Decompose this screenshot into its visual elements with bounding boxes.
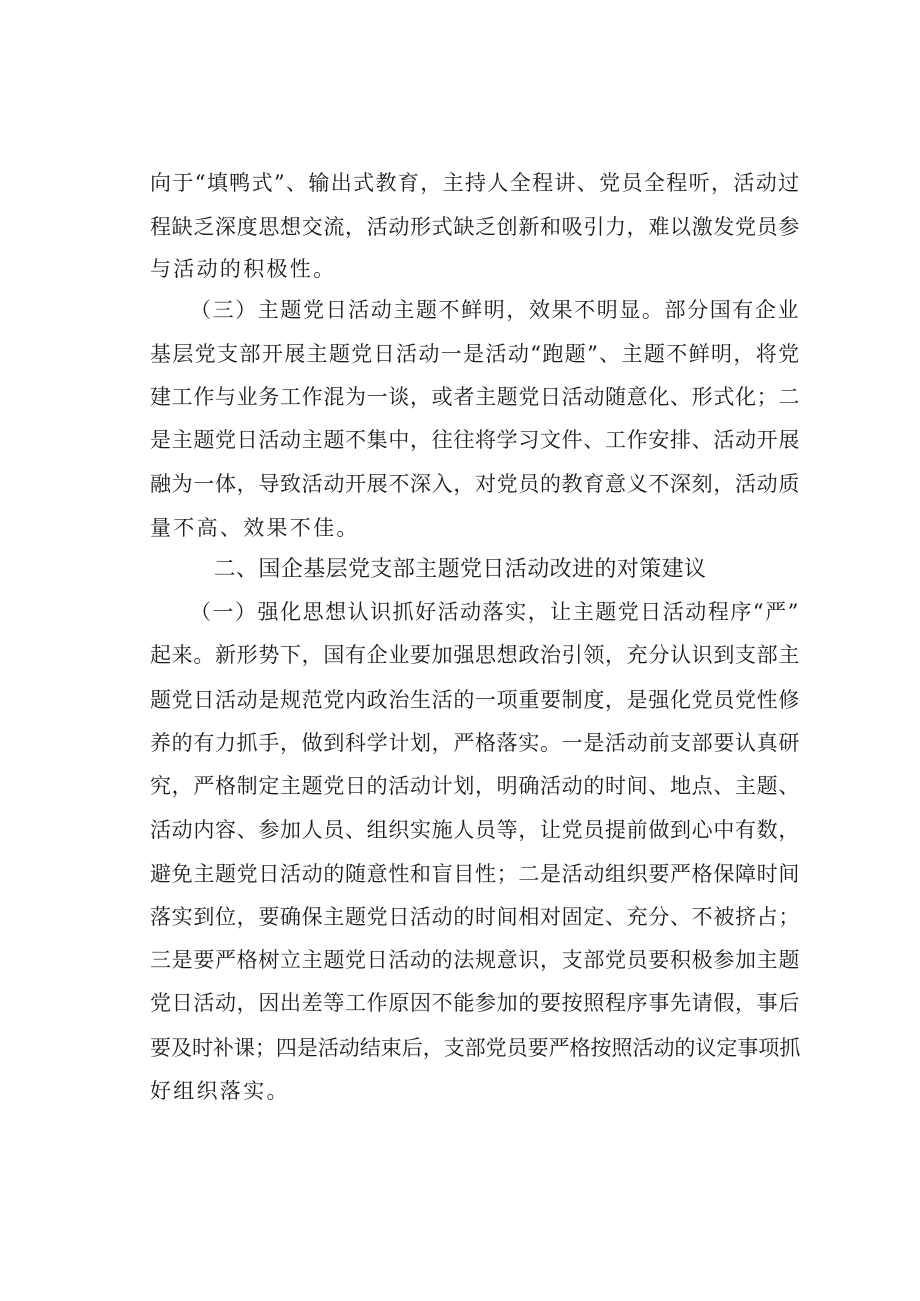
body-text-line: 建工作与业务工作混为一谈，或者主题党日活动随意化、形式化；二 [150, 385, 800, 409]
body-text-line: 究，严格制定主题党日的活动计划，明确活动的时间、地点、主题、 [150, 774, 800, 798]
body-text-line: 落实到位，要确保主题党日活动的时间相对固定、充分、不被挤占； [150, 905, 800, 929]
body-text-line: 向于“填鸭式”、输出式教育，主持人全程讲、党员全程听，活动过 [150, 171, 801, 195]
body-text-line: 避免主题党日活动的随意性和盲目性；二是活动组织要严格保障时间 [150, 862, 800, 886]
body-text-line: 基层党支部开展主题党日活动一是活动“跑题”、主题不鲜明，将党 [150, 342, 801, 366]
section-subheading-line: （三）主题党日活动主题不鲜明，效果不明显。部分国有企业 [190, 298, 801, 322]
body-text-line: 三是要严格树立主题党日活动的法规意识，支部党员要积极参加主题 [150, 948, 800, 972]
body-text-line: 好组织落实。 [150, 1079, 290, 1103]
body-text-line: 量不高、效果不佳。 [150, 516, 360, 540]
body-text-line: 与活动的积极性。 [150, 257, 337, 281]
body-text-line: 程缺乏深度思想交流，活动形式缺乏创新和吸引力，难以激发党员参 [150, 215, 800, 239]
section-subheading-line: （一）强化思想认识抓好活动落实，让主题党日活动程序“严” [190, 600, 800, 624]
body-text-line: 起来。新形势下，国有企业要加强思想政治引领，充分认识到支部主 [150, 643, 800, 667]
body-text-line: 养的有力抓手，做到科学计划，严格落实。一是活动前支部要认真研 [150, 731, 800, 755]
body-text-line: 党日活动，因出差等工作原因不能参加的要按照程序事先请假，事后 [150, 991, 800, 1015]
body-text-line: 题党日活动是规范党内政治生活的一项重要制度，是强化党员党性修 [150, 688, 800, 712]
section-heading: 二、国企基层党支部主题党日活动改进的对策建议 [213, 557, 707, 582]
body-text-line: 融为一体，导致活动开展不深入，对党员的教育意义不深刻，活动质 [150, 472, 800, 496]
body-text-line: 要及时补课；四是活动结束后，支部党员要严格按照活动的议定事项抓 [150, 1036, 801, 1060]
body-text-line: 是主题党日活动主题不集中，往往将学习文件、工作安排、活动开展 [150, 428, 800, 452]
body-text-line: 活动内容、参加人员、组织实施人员等，让党员提前做到心中有数， [150, 818, 800, 842]
